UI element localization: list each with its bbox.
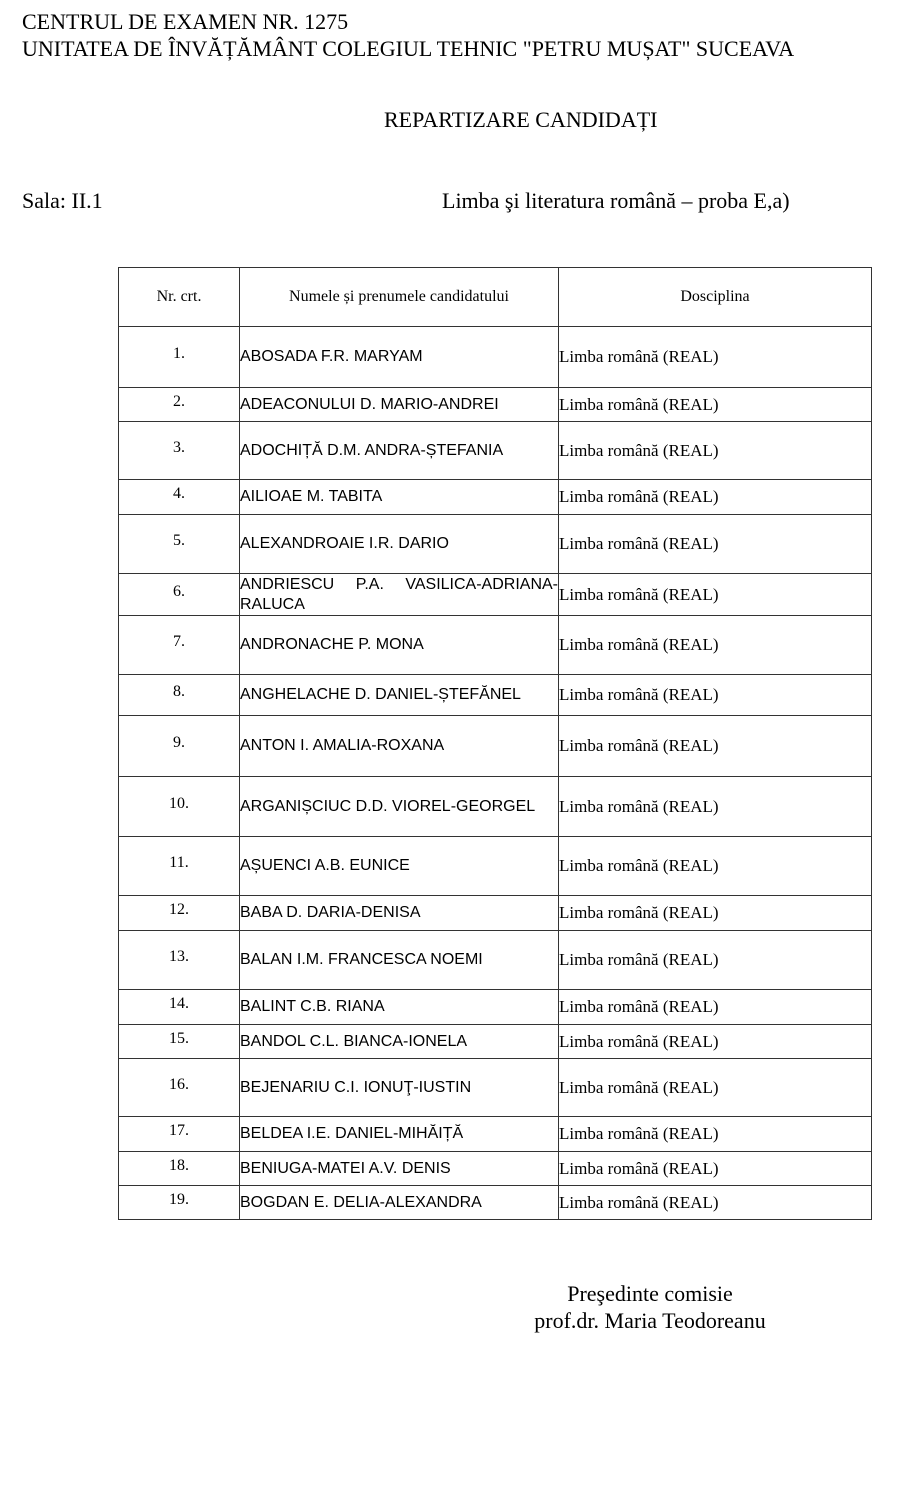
candidate-name: ADOCHIȚĂ D.M. ANDRA-ȘTEFANIA — [240, 422, 559, 480]
row-number-text: 2. — [173, 392, 185, 410]
candidate-discipline: Limba română (REAL) — [559, 422, 872, 480]
row-number — [119, 1152, 240, 1186]
row-number — [119, 515, 240, 574]
row-number-text: 14. — [169, 995, 189, 1012]
row-number-text: 1. — [173, 345, 185, 362]
candidate-name: AȘUENCI A.B. EUNICE — [240, 837, 559, 896]
candidate-discipline: Limba română (REAL) — [559, 327, 872, 388]
table-row — [119, 515, 872, 574]
candidate-discipline: Limba română (REAL) — [559, 1117, 872, 1152]
school-name: UNITATEA DE ÎNVĂȚĂMÂNT COLEGIUL TEHNIC "PETRU MUȘAT" SUCEAVA — [22, 36, 795, 61]
column-header-nr: Nr. crt. — [119, 268, 240, 327]
candidate-name: BOGDAN E. DELIA-ALEXANDRA — [240, 1186, 559, 1220]
candidate-discipline: Limba română (REAL) — [559, 1025, 872, 1059]
row-number-text: 5. — [173, 532, 185, 549]
row-number-text: 19. — [169, 1190, 189, 1208]
row-number-text: 15. — [169, 1029, 189, 1047]
table-row — [119, 1117, 872, 1152]
candidate-name: ANTON I. AMALIA-ROXANA — [240, 716, 559, 777]
candidate-name: BALAN I.M. FRANCESCA NOEMI — [240, 931, 559, 990]
candidate-discipline: Limba română (REAL) — [559, 931, 872, 990]
table-row — [119, 777, 872, 837]
candidate-discipline: Limba română (REAL) — [559, 480, 872, 515]
row-number — [119, 675, 240, 716]
row-number-text: 13. — [169, 948, 189, 965]
exam-subject: Limba şi literatura română – proba E,a) — [442, 188, 790, 213]
row-number — [119, 1186, 240, 1220]
table-row — [119, 931, 872, 990]
candidate-name: ADEACONULUI D. MARIO-ANDREI — [240, 388, 559, 422]
column-header-discipline: Dosciplina — [559, 268, 872, 327]
row-number — [119, 896, 240, 931]
candidate-name: BEJENARIU C.I. IONUŢ-IUSTIN — [240, 1059, 559, 1117]
row-number — [119, 327, 240, 388]
row-number — [119, 931, 240, 990]
candidate-discipline: Limba română (REAL) — [559, 1059, 872, 1117]
table-row — [119, 896, 872, 931]
row-number — [119, 422, 240, 480]
table-row — [119, 716, 872, 777]
row-number-text: 12. — [169, 901, 189, 918]
candidate-discipline: Limba română (REAL) — [559, 515, 872, 574]
candidate-discipline: Limba română (REAL) — [559, 574, 872, 616]
candidate-name: BANDOL C.L. BIANCA-IONELA — [240, 1025, 559, 1059]
candidate-name: ALEXANDROAIE I.R. DARIO — [240, 515, 559, 574]
table-row — [119, 837, 872, 896]
row-number — [119, 716, 240, 777]
table-row — [119, 990, 872, 1025]
row-number-text: 10. — [169, 794, 189, 812]
row-number-text: 8. — [173, 683, 185, 700]
row-number — [119, 574, 240, 616]
row-number-text: 9. — [173, 734, 185, 751]
row-number-text: 11. — [169, 854, 189, 871]
table-row — [119, 1152, 872, 1186]
row-number-text: 17. — [169, 1122, 189, 1139]
row-number — [119, 480, 240, 515]
table-row — [119, 675, 872, 716]
candidate-name: BABA D. DARIA-DENISA — [240, 896, 559, 931]
candidate-discipline: Limba română (REAL) — [559, 388, 872, 422]
table-row — [119, 388, 872, 422]
candidate-discipline: Limba română (REAL) — [559, 716, 872, 777]
candidate-name: BALINT C.B. RIANA — [240, 990, 559, 1025]
candidate-discipline: Limba română (REAL) — [559, 1186, 872, 1220]
document-title: REPARTIZARE CANDIDAȚI — [384, 107, 658, 132]
signature-block — [500, 1280, 800, 1334]
row-number-text: 4. — [173, 485, 185, 502]
row-number — [119, 777, 240, 837]
column-header-name: Numele și prenumele candidatului — [240, 268, 559, 327]
candidate-discipline: Limba română (REAL) — [559, 616, 872, 675]
commission-president-name: prof.dr. Maria Teodoreanu — [534, 1308, 766, 1333]
candidate-name: ANGHELACHE D. DANIEL-ȘTEFĂNEL — [240, 675, 559, 716]
row-number — [119, 837, 240, 896]
room-label: Sala: II.1 — [22, 188, 103, 213]
exam-center-header — [22, 8, 794, 62]
table-row — [119, 480, 872, 515]
table-row — [119, 1025, 872, 1059]
candidate-name: ABOSADA F.R. MARYAM — [240, 327, 559, 388]
candidate-discipline: Limba română (REAL) — [559, 837, 872, 896]
row-number — [119, 990, 240, 1025]
commission-role: Preşedinte comisie — [567, 1281, 733, 1306]
candidate-name: ANDRONACHE P. MONA — [240, 616, 559, 675]
candidate-discipline: Limba română (REAL) — [559, 896, 872, 931]
candidate-name: ARGANIȘCIUC D.D. VIOREL-GEORGEL — [240, 777, 559, 837]
table-header-row — [119, 268, 872, 327]
candidate-discipline: Limba română (REAL) — [559, 777, 872, 837]
row-number — [119, 616, 240, 675]
candidate-name: BELDEA I.E. DANIEL-MIHĂIȚĂ — [240, 1117, 559, 1152]
table-row — [119, 327, 872, 388]
candidate-discipline: Limba română (REAL) — [559, 990, 872, 1025]
row-number-text: 6. — [173, 582, 185, 600]
candidate-name: ANDRIESCU P.A. VASILICA-ADRIANA-RALUCA — [240, 574, 559, 616]
table-row — [119, 574, 872, 616]
table-row — [119, 616, 872, 675]
table-row — [119, 422, 872, 480]
row-number — [119, 1059, 240, 1117]
row-number — [119, 1117, 240, 1152]
row-number-text: 16. — [169, 1075, 189, 1093]
row-number-text: 3. — [173, 438, 185, 456]
row-number-text: 18. — [169, 1156, 189, 1174]
table-row — [119, 1186, 872, 1220]
candidate-name: AILIOAE M. TABITA — [240, 480, 559, 515]
row-number — [119, 1025, 240, 1059]
candidate-name: BENIUGA-MATEI A.V. DENIS — [240, 1152, 559, 1186]
table-row — [119, 1059, 872, 1117]
row-number-text: 7. — [173, 633, 185, 650]
exam-center-number: CENTRUL DE EXAMEN NR. 1275 — [22, 9, 349, 34]
candidates-table — [118, 267, 872, 1220]
table-body — [119, 327, 872, 1220]
row-number — [119, 388, 240, 422]
candidate-discipline: Limba română (REAL) — [559, 675, 872, 716]
candidate-discipline: Limba română (REAL) — [559, 1152, 872, 1186]
